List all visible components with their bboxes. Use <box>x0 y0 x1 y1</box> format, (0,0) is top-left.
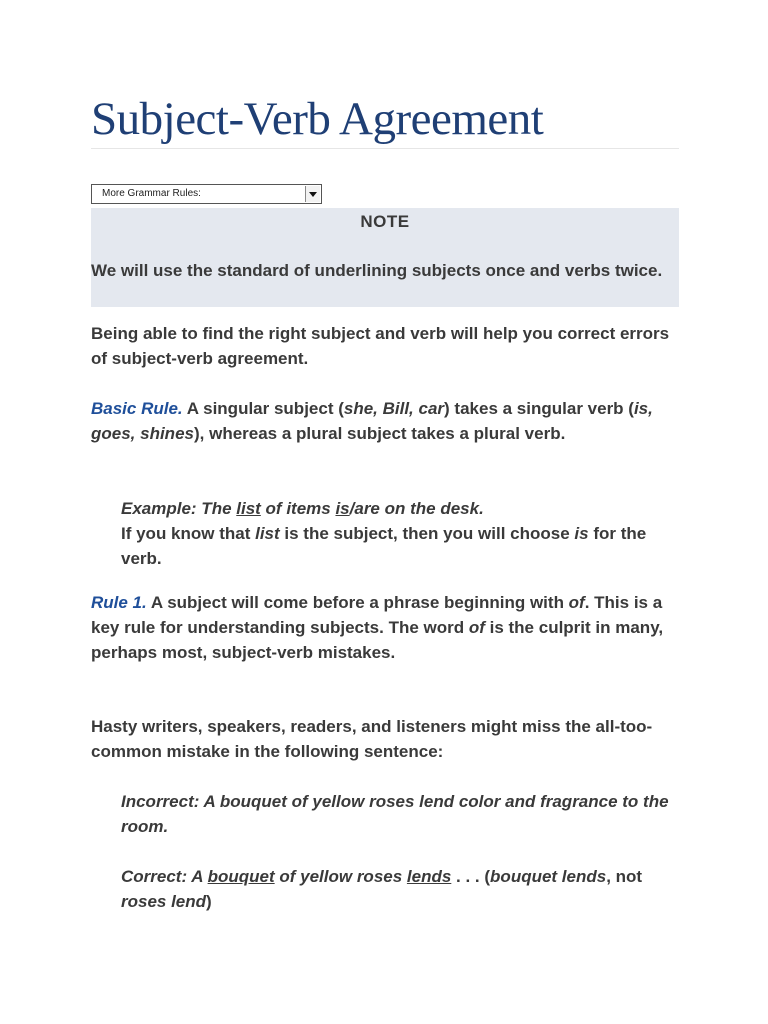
text-span: , not <box>606 867 643 886</box>
example-lead: Example: The <box>121 499 237 518</box>
of-word: of <box>568 593 585 612</box>
of-word: of <box>468 618 485 637</box>
dropdown-selected-label: More Grammar Rules: <box>102 188 201 199</box>
text-span: A subject will come before a phrase beginning with <box>146 593 569 612</box>
incorrect-sentence: Incorrect: A bouquet of yellow roses lend color and fragrance to the room. <box>121 792 669 836</box>
rule1-paragraph <box>91 590 679 665</box>
text-span: If you know that <box>121 524 256 543</box>
dropdown-arrow-button[interactable] <box>305 186 320 202</box>
note-text: We will use the standard of underlining subjects once and verbs twice. <box>91 261 663 280</box>
text-span: ) takes a singular verb ( <box>444 399 634 418</box>
text-span: . This is a key rule for understanding subjects. The word <box>91 593 663 637</box>
correct-example <box>121 864 681 914</box>
example-tail: /are on the desk. <box>349 499 484 518</box>
correct-lead: Correct: A <box>121 867 208 886</box>
note-heading: NOTE <box>360 212 410 231</box>
basic-rule-paragraph <box>91 396 679 446</box>
example-is-word: is <box>574 524 589 543</box>
singular-subject-examples: she, Bill, car <box>343 399 445 418</box>
example-mid: of items <box>260 499 336 518</box>
text-span: A singular subject ( <box>182 399 344 418</box>
example-block <box>121 496 681 571</box>
text-span: ), whereas a plural subject takes a plural verb. <box>193 424 566 443</box>
more-grammar-rules-dropdown[interactable] <box>91 184 322 204</box>
example-verb: is <box>335 499 350 518</box>
text-span: for the verb. <box>121 524 647 568</box>
text-span: is the culprit in many, perhaps most, subject-verb mistakes. <box>91 618 664 662</box>
page-title: Subject-Verb Agreement <box>91 93 544 145</box>
incorrect-example <box>121 789 681 839</box>
basic-rule-label: Basic Rule. <box>91 399 183 418</box>
correct-mid: of yellow roses <box>274 867 407 886</box>
text-span: is the subject, then you will choose <box>279 524 575 543</box>
chevron-down-icon <box>309 192 317 197</box>
example-list-word: list <box>255 524 280 543</box>
bouquet-lends: bouquet lends <box>490 867 607 886</box>
rule1-label: Rule 1. <box>91 593 147 612</box>
note-box <box>91 208 679 307</box>
example-subject: list <box>236 499 261 518</box>
intro-paragraph: Being able to find the right subject and verb will help you correct errors of subject-verb agreement. <box>91 324 670 368</box>
roses-lend: roses lend <box>121 892 207 911</box>
text-span: ) <box>206 892 212 911</box>
singular-verb-examples: is, goes, shines <box>91 399 653 443</box>
correct-verb: lends <box>406 867 452 886</box>
title-divider <box>91 148 679 149</box>
text-span: . . . ( <box>451 867 491 886</box>
hasty-paragraph: Hasty writers, speakers, readers, and listeners might miss the all-too-common mistake in the following sentence: <box>91 717 653 761</box>
correct-subject: bouquet <box>207 867 275 886</box>
